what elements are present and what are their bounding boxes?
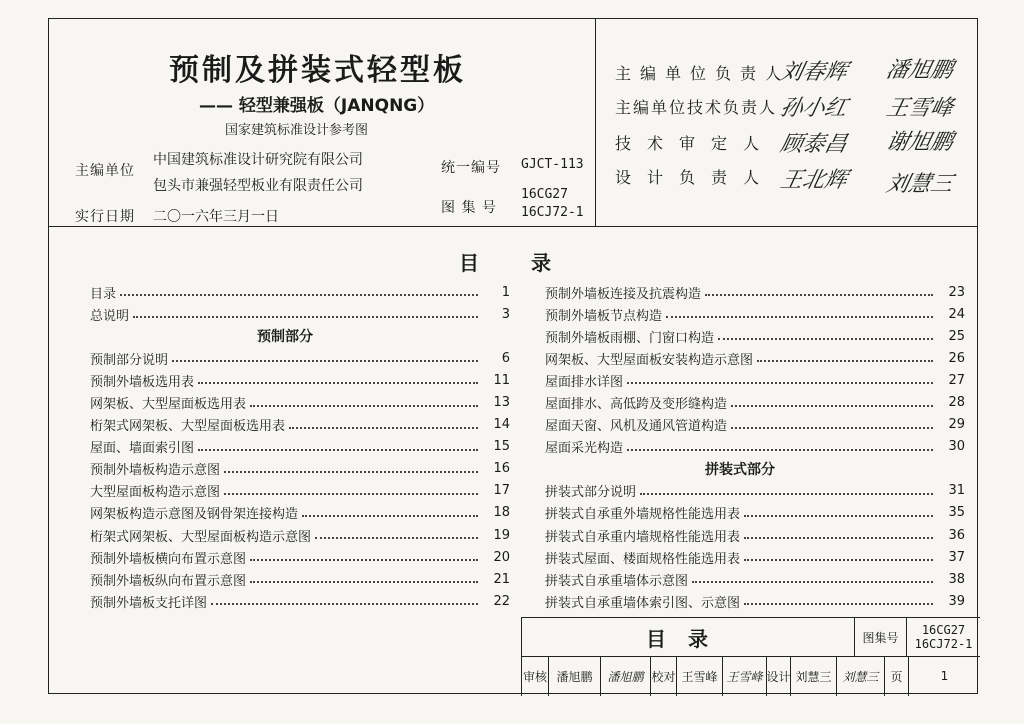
atlas-subtitle: —— 轻型兼强板（JANQNG） <box>199 96 435 116</box>
dot-leader <box>757 360 933 362</box>
toc-entry-page: 24 <box>948 306 965 322</box>
toc-entry-title: 预制外墙板构造示意图 <box>90 463 221 479</box>
toc-entry-page: 16 <box>493 461 510 477</box>
toc-entry-title: 预制外墙板选用表 <box>90 374 195 390</box>
toc-entry-title: 桁架式网架板、大型屋面板选用表 <box>90 419 286 435</box>
toc-entry <box>90 281 510 303</box>
toc-entry-page: 36 <box>948 527 965 543</box>
toc-entry <box>545 281 965 303</box>
chief-unit-1: 中国建筑标准设计研究院有限公司 <box>153 152 363 168</box>
toc-heading: 目录 <box>459 251 603 275</box>
dot-leader <box>198 449 478 451</box>
atlas-label-cell: 图集号 <box>854 618 906 656</box>
effective-date: 二〇一六年三月一日 <box>153 209 279 225</box>
checker-name: 王雪峰 <box>676 656 722 696</box>
unified-code: GJCT-113 <box>521 157 584 172</box>
dot-leader <box>289 427 478 429</box>
toc-entry-title: 网架板、大型屋面板选用表 <box>90 397 247 413</box>
dot-leader <box>302 515 478 517</box>
toc-entry <box>90 391 510 413</box>
signature: 王北辉 <box>777 168 850 193</box>
toc-entry-page: 20 <box>493 549 510 565</box>
atlas-number-2: 16CJ72-1 <box>521 205 584 220</box>
toc-entry-title: 预制外墙板雨棚、门窗口构造 <box>545 330 715 346</box>
toc-entry-page: 31 <box>948 483 965 499</box>
dot-leader <box>133 316 478 318</box>
atlas-number-cell <box>906 618 980 656</box>
toc-entry-page: 18 <box>493 505 510 521</box>
toc-entry <box>90 436 510 458</box>
toc-entry-page: 15 <box>493 439 510 455</box>
toc-entry-title: 拼装式自承重墙体索引图、示意图 <box>545 595 741 611</box>
toc-entry <box>545 524 965 546</box>
signature: 刘慧三 <box>883 172 956 197</box>
dot-leader <box>211 603 478 605</box>
signature: 谢旭鹏 <box>883 130 956 155</box>
toc-entry-page: 6 <box>501 350 510 366</box>
dot-leader <box>627 449 933 451</box>
toc-entry-page: 26 <box>948 350 965 366</box>
toc-entry <box>90 347 510 369</box>
dot-leader <box>744 515 933 517</box>
toc-entry-title: 总说明 <box>90 308 130 324</box>
toc-entry <box>90 414 510 436</box>
toc-entry-page: 23 <box>948 284 965 300</box>
toc-section-heading: 拼装式部分 <box>705 461 775 478</box>
chief-unit-2: 包头市兼强轻型板业有限责任公司 <box>153 178 363 194</box>
toc-entry-page: 27 <box>948 372 965 388</box>
atlas-number-1: 16CG27 <box>921 623 966 637</box>
page-label: 页 <box>884 656 908 696</box>
dot-leader <box>744 537 933 539</box>
atlas-number-2: 16CJ72-1 <box>914 637 973 651</box>
reference-note: 国家建筑标准设计参考图 <box>225 123 369 138</box>
toc-entry-title: 桁架式网架板、大型屋面板构造示意图 <box>90 529 312 545</box>
toc-entry-page: 28 <box>948 395 965 411</box>
toc-entry <box>545 546 965 568</box>
toc-entry <box>90 458 510 480</box>
toc-entry <box>545 303 965 325</box>
toc-entry <box>545 436 965 458</box>
toc-entry-page: 38 <box>948 571 965 587</box>
toc-entry-title: 预制外墙板横向布置示意图 <box>90 551 247 567</box>
drawing-frame <box>48 18 978 694</box>
dot-leader <box>172 360 478 362</box>
toc-left-column <box>90 281 510 612</box>
dot-leader <box>627 382 933 384</box>
role-chief-unit-tech-head: 主编单位技术负责人 <box>615 98 778 117</box>
toc-entry <box>90 502 510 524</box>
toc-entry-page: 11 <box>493 372 510 388</box>
unified-code-label: 统一编号 <box>441 160 501 176</box>
toc-entry <box>90 480 510 502</box>
design-label: 设计 <box>766 656 790 696</box>
toc-entry <box>90 590 510 612</box>
toc-entry <box>90 568 510 590</box>
toc-entry-title: 屋面排水详图 <box>545 374 624 390</box>
toc-entry-title: 屋面天窗、风机及通风管道构造 <box>545 419 728 435</box>
toc-entry-title: 大型屋面板构造示意图 <box>90 485 221 501</box>
signature: 王雪峰 <box>883 96 956 121</box>
signature: 潘旭鹏 <box>883 58 956 83</box>
checker-signature: 王雪峰 <box>722 656 766 696</box>
dot-leader <box>315 537 478 539</box>
toc-entry-title: 目录 <box>90 286 117 302</box>
dot-leader <box>250 581 478 583</box>
toc-entry <box>545 480 965 502</box>
signature: 刘春辉 <box>777 60 850 85</box>
toc-entry-page: 22 <box>493 593 510 609</box>
toc-entry-title: 拼装式自承重内墙规格性能选用表 <box>545 529 741 545</box>
dot-leader <box>640 493 933 495</box>
toc-entry-page: 14 <box>493 417 510 433</box>
toc-entry <box>90 303 510 325</box>
designer-name: 刘慧三 <box>790 656 836 696</box>
dot-leader <box>731 427 933 429</box>
role-chief-unit-head: 主编单位负责人 <box>615 64 791 83</box>
toc-entry <box>545 369 965 391</box>
chief-unit-label: 主编单位 <box>75 163 135 179</box>
toc-entry-title: 拼装式部分说明 <box>545 485 637 501</box>
toc-entry-page: 17 <box>493 483 510 499</box>
toc-entry-page: 29 <box>948 417 965 433</box>
dot-leader <box>224 471 478 473</box>
check-label: 校对 <box>650 656 676 696</box>
toc-entry <box>545 347 965 369</box>
toc-entry-page: 35 <box>948 505 965 521</box>
toc-entry-title: 预制外墙板节点构造 <box>545 308 663 324</box>
toc-entry-page: 25 <box>948 328 965 344</box>
dot-leader <box>705 294 933 296</box>
toc-entry-title: 网架板、大型屋面板安装构造示意图 <box>545 352 754 368</box>
toc-entry-page: 39 <box>948 593 965 609</box>
toc-right-column <box>545 281 965 612</box>
toc-entry-title: 预制外墙板连接及抗震构造 <box>545 286 702 302</box>
dot-leader <box>250 559 478 561</box>
toc-entry-title: 拼装式自承重外墙规格性能选用表 <box>545 507 741 523</box>
signature: 孙小红 <box>777 96 850 121</box>
signature: 顾泰昌 <box>777 132 850 157</box>
toc-entry-page: 1 <box>501 284 510 300</box>
toc-entry-title: 屋面采光构造 <box>545 441 624 457</box>
toc-entry-title: 预制部分说明 <box>90 352 169 368</box>
role-technical-reviewer: 技术审定人 <box>615 134 776 153</box>
toc-entry-title: 屋面排水、高低跨及变形缝构造 <box>545 397 728 413</box>
toc-entry-title: 屋面、墙面索引图 <box>90 441 195 457</box>
page-number: 1 <box>908 656 980 696</box>
toc-entry-page: 19 <box>493 527 510 543</box>
toc-entry <box>545 502 965 524</box>
toc-entry-page: 3 <box>501 306 510 322</box>
toc-entry-title: 拼装式自承重墙体示意图 <box>545 573 689 589</box>
toc-entry-title: 预制外墙板纵向布置示意图 <box>90 573 247 589</box>
toc-entry-title: 预制外墙板支托详图 <box>90 595 208 611</box>
dot-leader <box>198 382 478 384</box>
dot-leader <box>120 294 478 296</box>
dot-leader <box>250 405 478 407</box>
dot-leader <box>224 493 478 495</box>
header-divider <box>595 19 596 226</box>
effective-label: 实行日期 <box>75 209 135 225</box>
toc-entry <box>90 524 510 546</box>
toc-entry <box>545 325 965 347</box>
reviewer-signature: 潘旭鹏 <box>600 656 650 696</box>
toc-entry-page: 13 <box>493 395 510 411</box>
toc-entry-page: 21 <box>493 571 510 587</box>
cover-header <box>49 19 977 227</box>
toc-entry-title: 拼装式屋面、楼面规格性能选用表 <box>545 551 741 567</box>
title-block <box>521 617 980 696</box>
atlas-number-1: 16CG27 <box>521 187 568 202</box>
dot-leader <box>666 316 933 318</box>
review-label: 审核 <box>522 669 547 684</box>
toc-entry <box>545 414 965 436</box>
dot-leader <box>744 603 933 605</box>
toc-section-heading: 预制部分 <box>257 329 313 346</box>
dot-leader <box>744 559 933 561</box>
toc-entry-page: 30 <box>948 439 965 455</box>
designer-signature: 刘慧三 <box>836 656 884 696</box>
toc-entry <box>545 590 965 612</box>
atlas-title: 预制及拼装式轻型板 <box>169 53 466 88</box>
dot-leader <box>731 405 933 407</box>
dot-leader <box>718 338 933 340</box>
atlas-number-label: 图 集 号 <box>441 200 497 216</box>
dot-leader <box>692 581 933 583</box>
toc-entry <box>545 568 965 590</box>
toc-entry <box>90 546 510 568</box>
role-design-head: 设计负责人 <box>615 168 776 187</box>
title-block-title: 目录 <box>522 618 854 657</box>
toc-entry <box>545 391 965 413</box>
toc-entry <box>90 369 510 391</box>
reviewer-name: 潘旭鹏 <box>548 656 600 696</box>
toc-entry-title: 网架板构造示意图及钢骨架连接构造 <box>90 507 299 523</box>
toc-entry-page: 37 <box>948 549 965 565</box>
